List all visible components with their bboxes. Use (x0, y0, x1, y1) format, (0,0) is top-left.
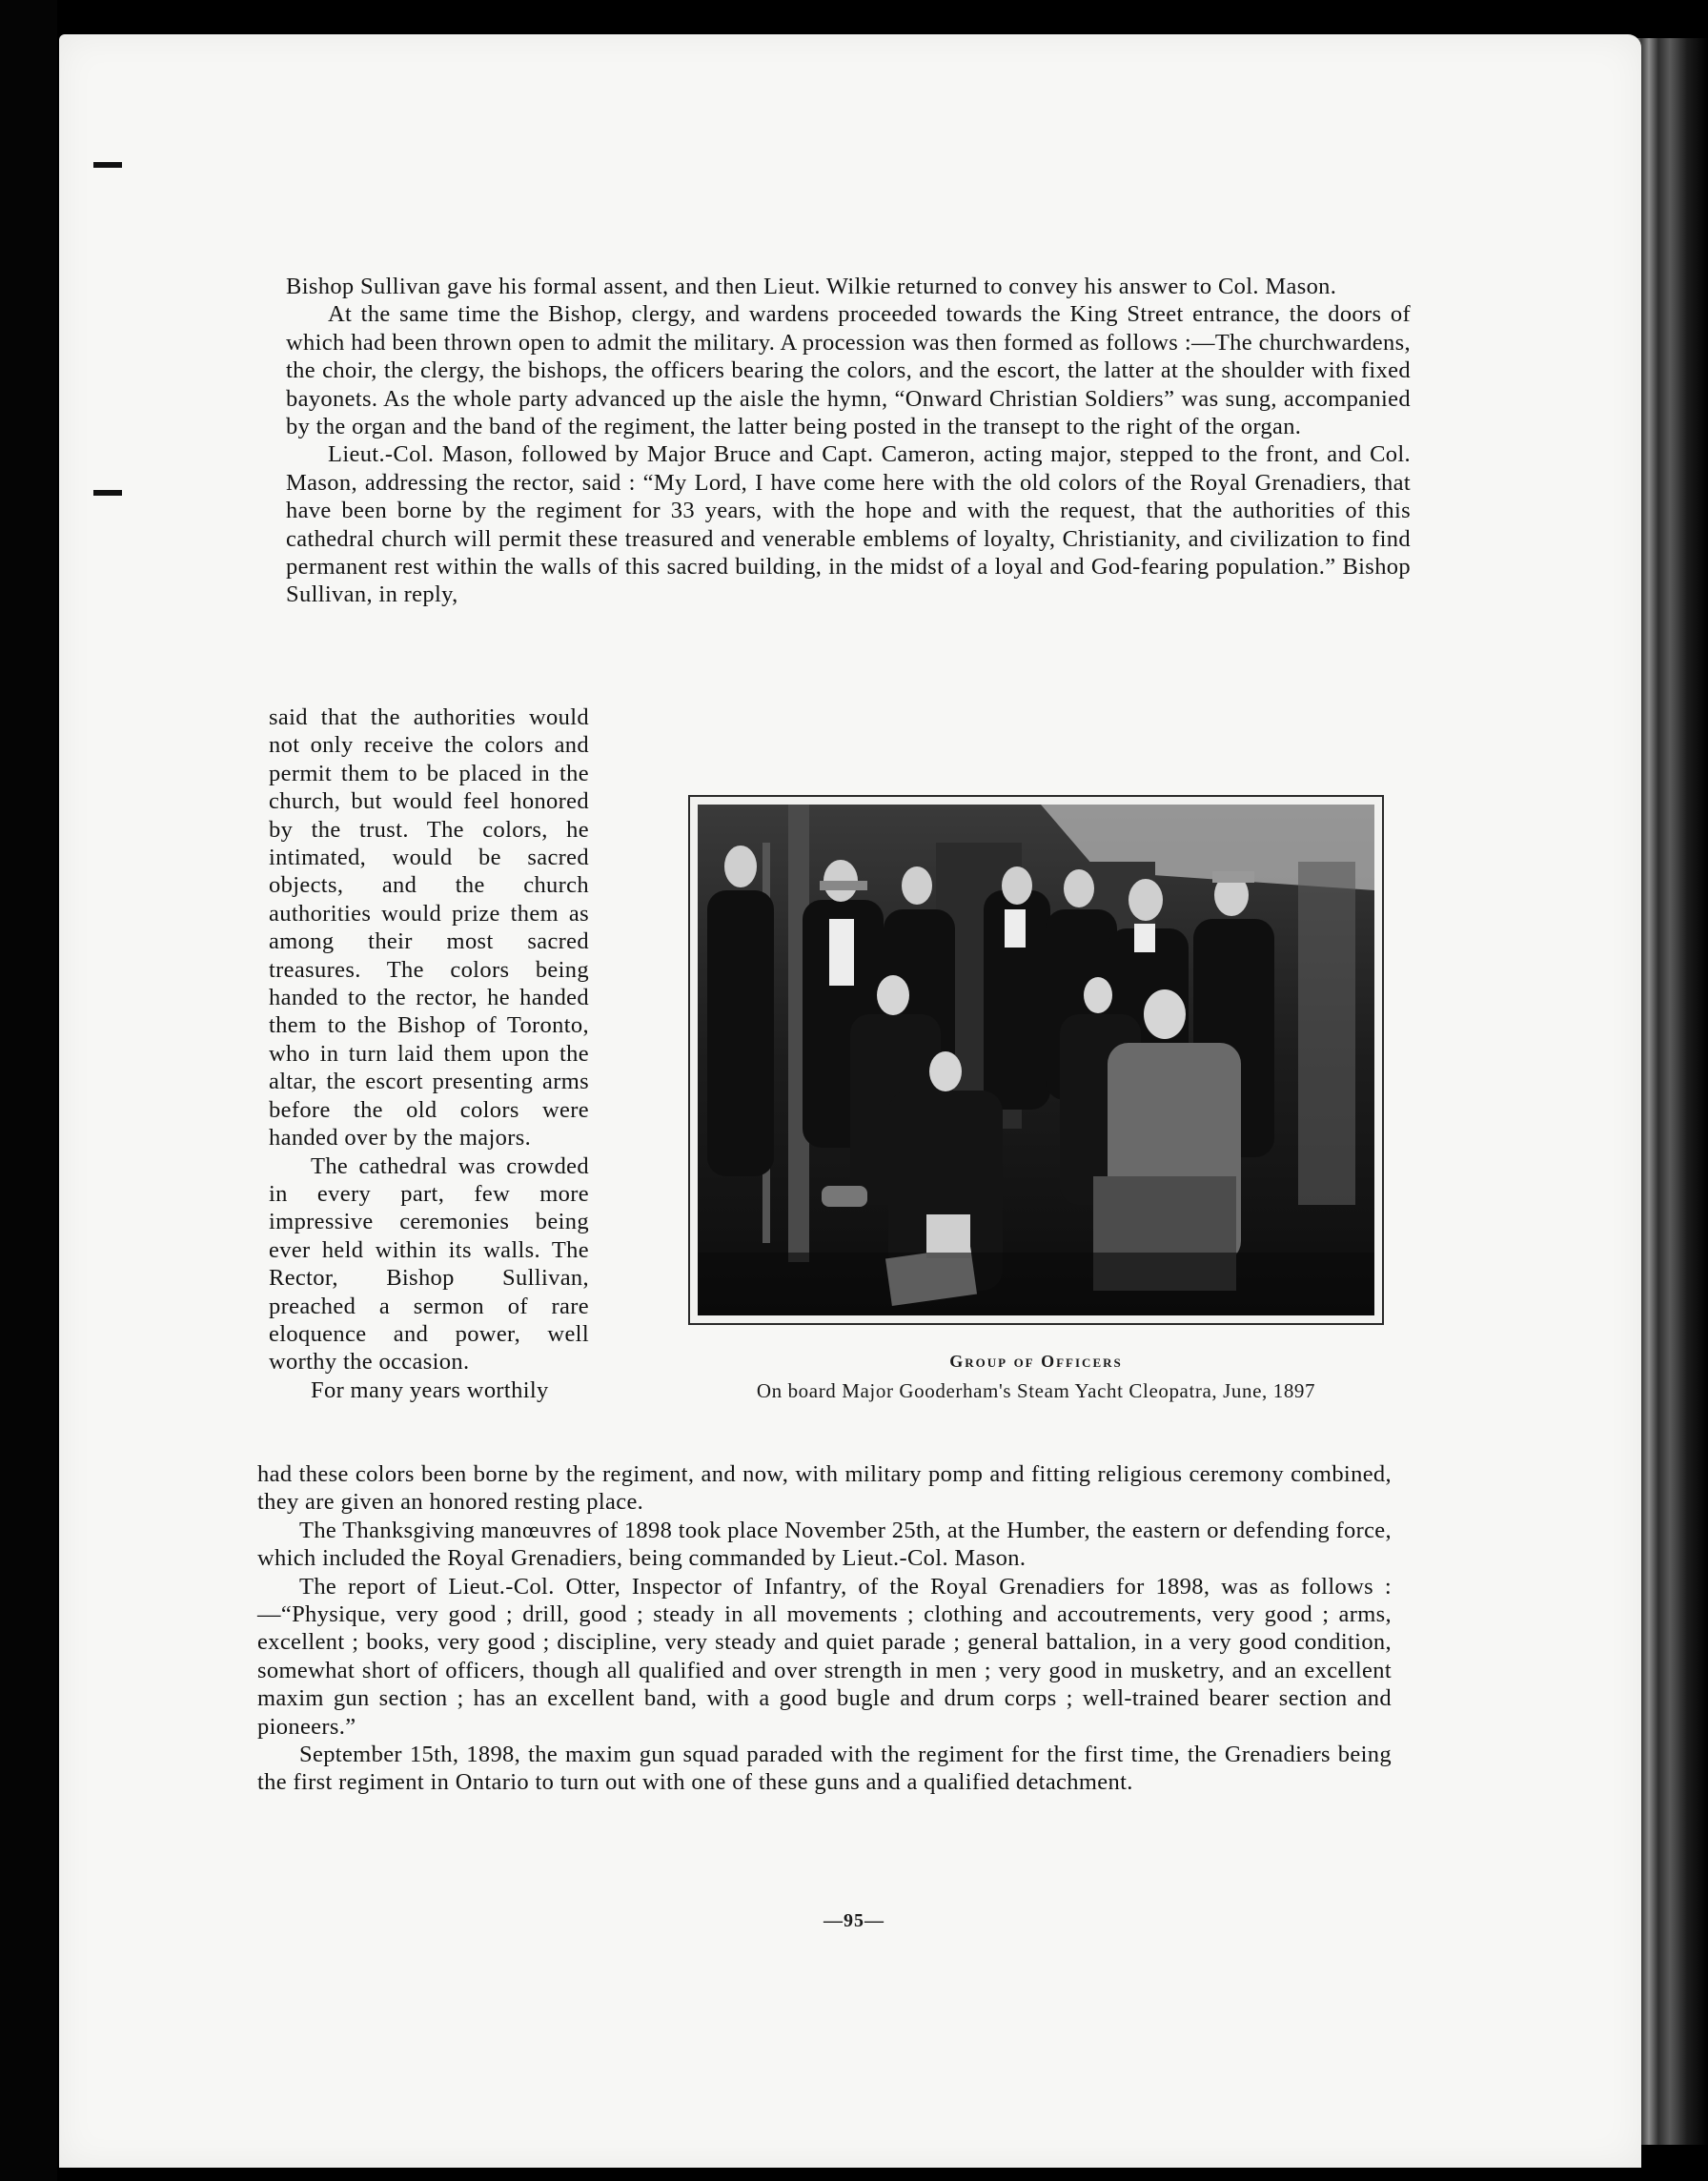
photo-caption-title: Group of Officers (949, 1352, 1123, 1371)
photograph-frame (688, 795, 1384, 1325)
paragraph: Bishop Sullivan gave his formal assent, and then Lieut. Wilkie returned to convey his answer to Col. Mason. (286, 274, 1337, 299)
binding-mark (93, 490, 122, 496)
binding-mark (93, 162, 122, 168)
paragraph: The Thanksgiving manœuvres of 1898 took place November 25th, at the Humber, the eastern or defending force, which included the Royal Grenadiers, being commanded by Lieut.-Col. Mason. (257, 1517, 1392, 1572)
group-photograph (698, 805, 1374, 1315)
paragraph: The report of Lieut.-Col. Otter, Inspector of Infantry, of the Royal Grenadiers for 1898, was as follows :—“Physique, very good ; drill, good ; steady in all movements ; clothing and accoutrements, very good ; arms, excellent ; books, very good ; discipline, very steady and quiet parade ; general battalion, in a very good condition, somewhat short of officers, though all qualified and over strength in men ; very good in musketry, and an excellent maxim gun section ; has an excellent band, with a good bugle and drum corps ; well-trained bearer section and pioneers.” (257, 1573, 1392, 1740)
photo-caption-subtitle: On board Major Gooderham's Steam Yacht Cleopatra, June, 1897 (756, 1379, 1316, 1402)
paragraph: said that the authorities would not only receive the colors and permit them to be placed in the church, but would feel honored by the trust. The colors, he intimated, would be sacred objects, and the church authorities would prize them as among their most sacred treasures. The colors being handed to the rector, he handed them to the Bishop of Toronto, who in turn laid them upon the altar, the escort presenting arms before the old colors were handed over by the majors. (269, 704, 589, 1152)
paragraph: had these colors been borne by the regiment, and now, with military pomp and fitting religious ceremony combined, they are given an honored resting place. (257, 1461, 1392, 1516)
scan-background-left (0, 0, 57, 2181)
body-text-bottom (257, 1460, 1392, 1797)
left-column-text (269, 703, 589, 1404)
paragraph: The cathedral was crowded in every part, few more impressive ceremonies being ever held within its walls. The Rector, Bishop Sullivan, preached a sermon of rare eloquence and power, well worthy the occasion. (269, 1152, 589, 1376)
paragraph: For many years worthily (311, 1376, 549, 1403)
paragraph: September 15th, 1898, the maxim gun squad paraded with the regiment for the first time, the Grenadiers being the first regiment in Ontario to turn out with one of these guns and a qualified detachment. (257, 1742, 1392, 1796)
paragraph: Lieut.-Col. Mason, followed by Major Bruce and Capt. Cameron, acting major, stepped to the front, and Col. Mason, addressing the rector, said : “My Lord, I have come here with the old colors of the Royal Grenadiers, that have been borne by the regiment for 33 years, with the hope and with the request, that the authorities of this cathedral church will permit these treasured and venerable emblems of loyalty, Christianity, and civilization to find permanent rest within the walls of this sacred building, in the midst of a loyal and God-fearing population.” Bishop Sullivan, in reply, (286, 441, 1411, 608)
page-number: —95— (824, 1910, 884, 1931)
paragraph: At the same time the Bishop, clergy, and wardens proceeded towards the King Street entrance, the doors of which had been thrown open to admit the military. A procession was then formed as follows :—The churchwardens, the choir, the clergy, the bishops, the officers bearing the colors, and the escort, the latter at the shoulder with fixed bayonets. As the whole party advanced up the aisle the hymn, “Onward Christian Soldiers” was sung, accompanied by the organ and the band of the regiment, the latter being posted in the transept to the right of the organ. (286, 301, 1411, 440)
body-text-top (286, 273, 1411, 609)
